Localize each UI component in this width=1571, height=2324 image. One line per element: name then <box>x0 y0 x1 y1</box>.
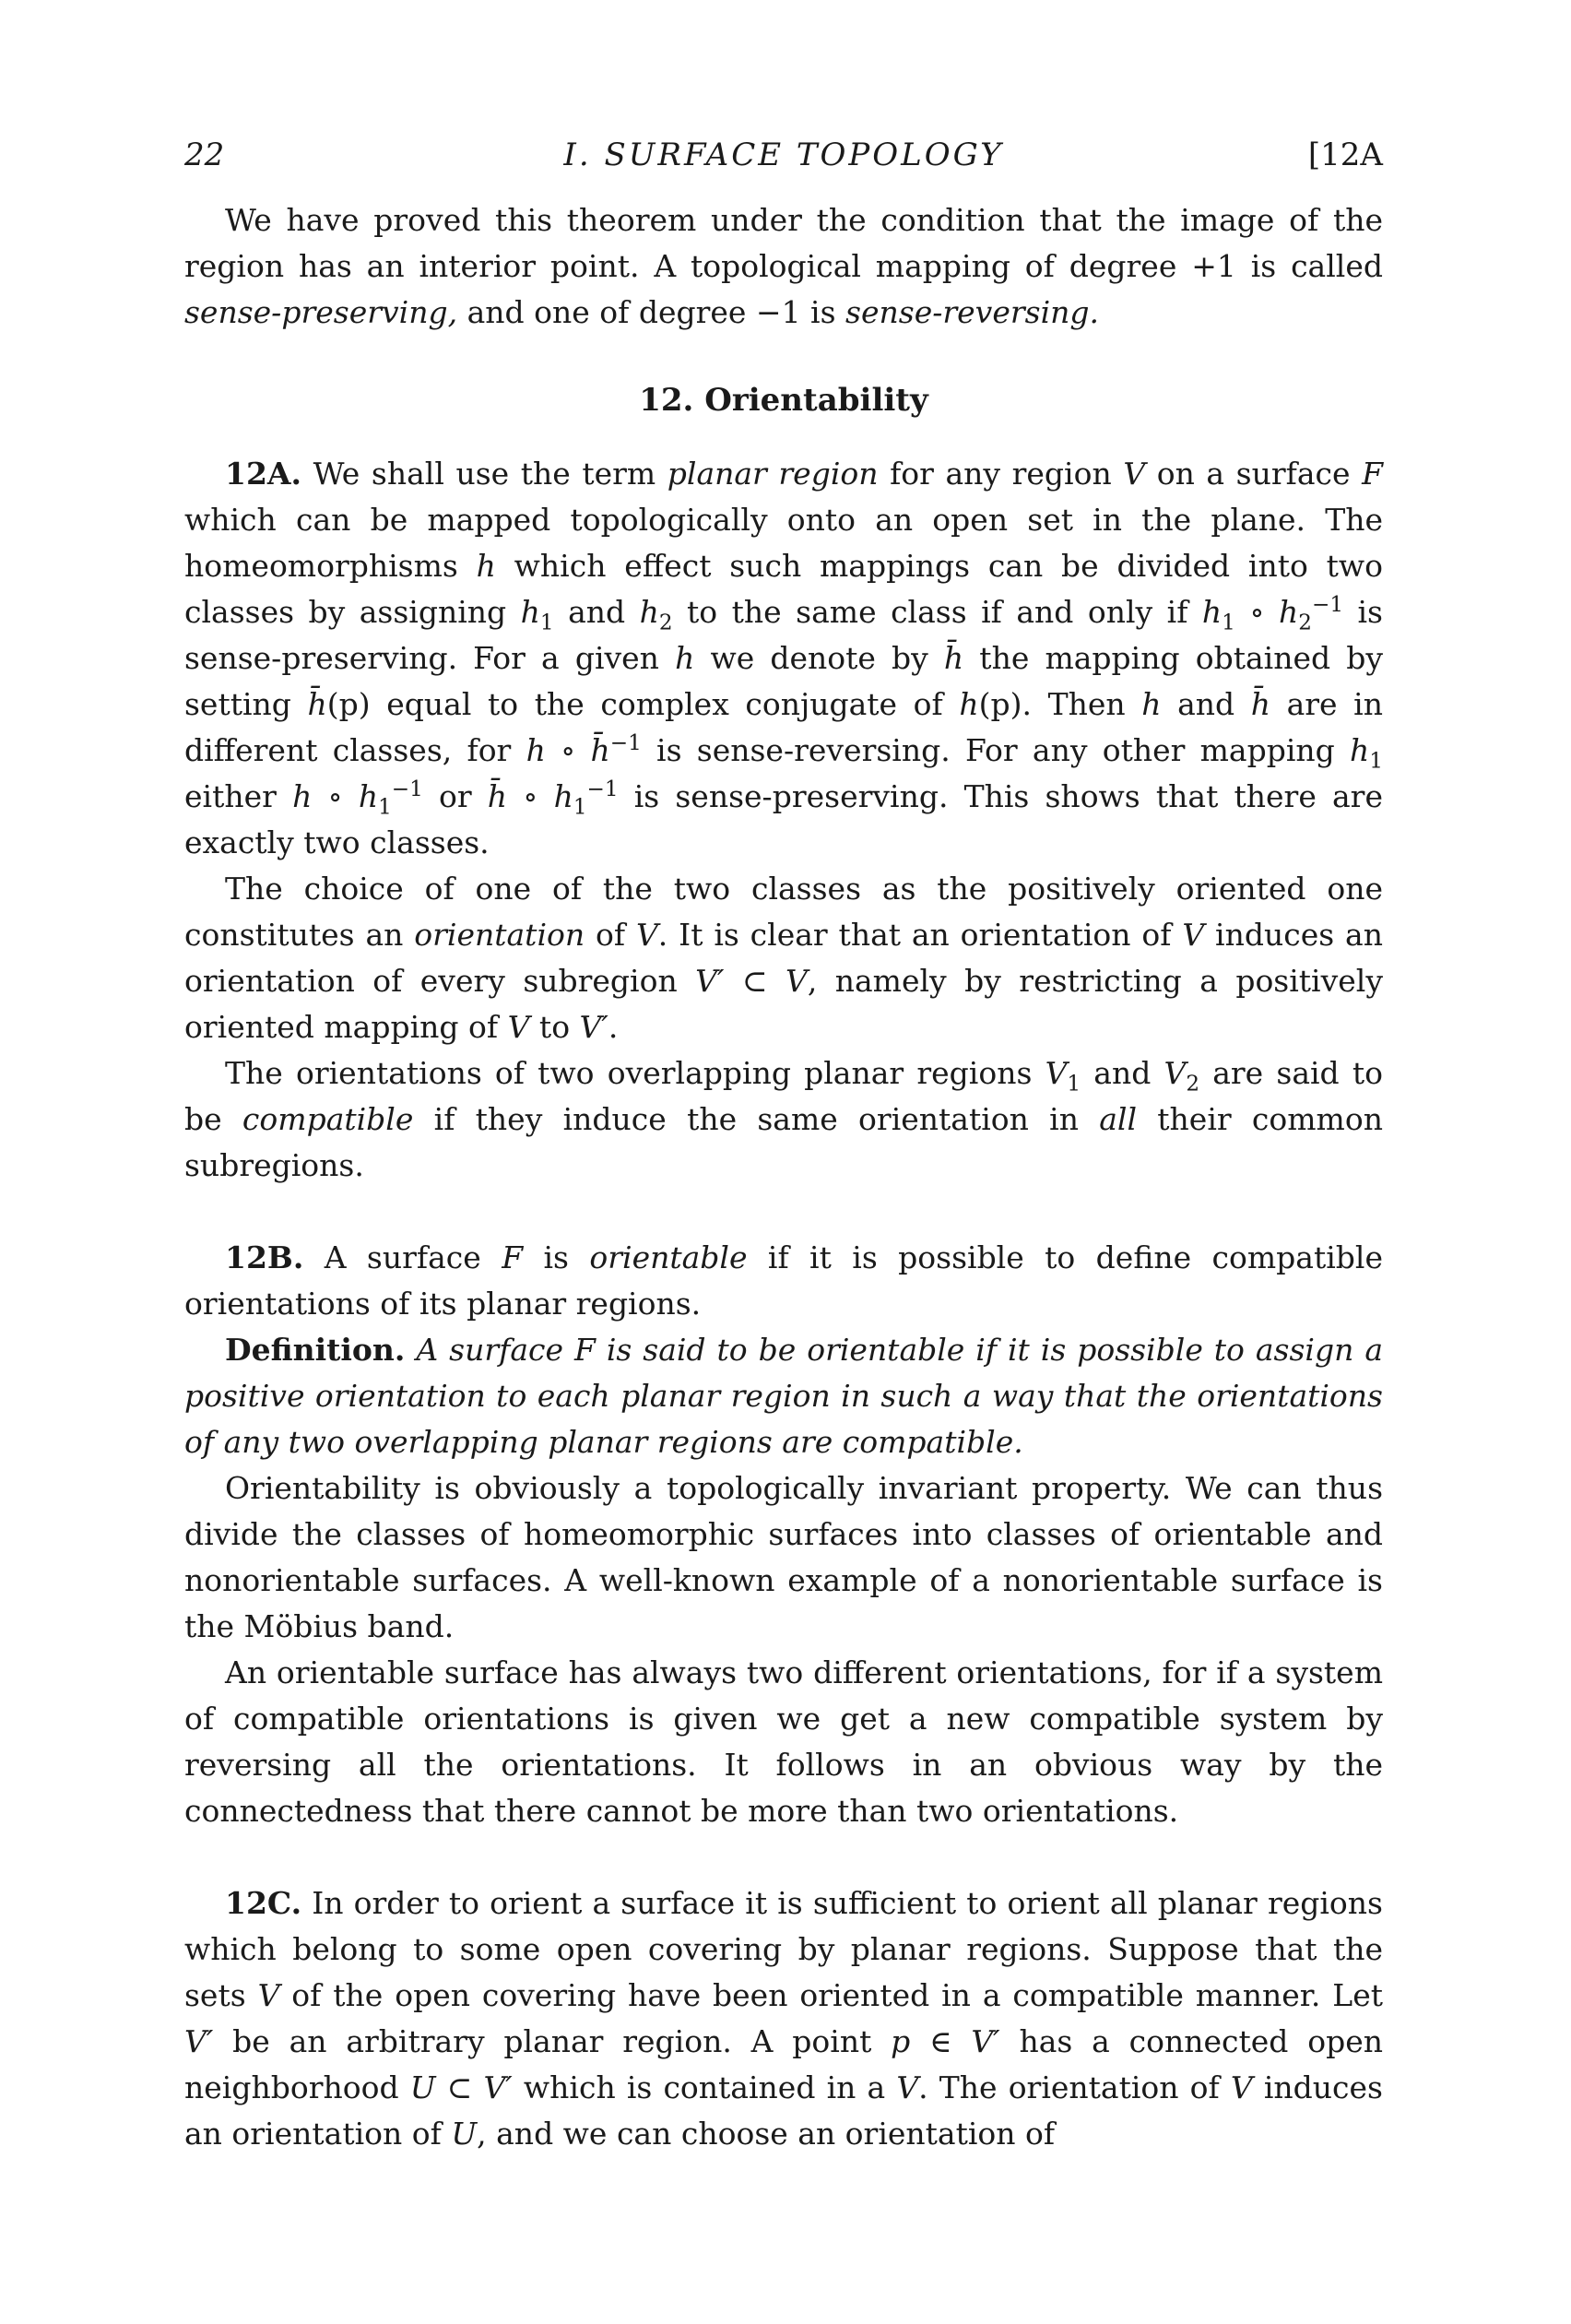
paragraph-12b-1: 12B. A surface F is orientable if it is possible to define compatible orientations of its planar regions. <box>184 1239 1383 1322</box>
paragraph-12a-1: 12A. We shall use the term planar region for any region V on a surface F which can be mapped topologically onto an open set in the plane. The homeomorphisms h which effect such mappings can be divided into two classes by assigning $h_1$ and $h_2$ to the same class if and only if $h_1$ ∘ $h_2^{-1}$ is sense-preserving. For a given h we denote by h̄ the mapping obtained by setting h̄(p) equal to the complex conjugate of h(p). Then h and h̄ are in different classes, for h ∘ h̄$^{-1}$ is sense-reversing. For any other mapping $h_1$ either h ∘ $h_1^{-1}$ or h̄ ∘ $h_1^{-1}$ is sense-preserving. This shows that there are exactly two classes. <box>184 456 1384 860</box>
spacer <box>184 1189 1383 1235</box>
paragraph-12b-3: An orientable surface has always two different orientations, for if a system of compatible orientations is given we get a new compatible system by reversing all the orientations. It follows in an obvious way by the connectedness that there cannot be more than two orientations. <box>184 1654 1383 1829</box>
page-body <box>184 197 1383 2157</box>
running-title: I. SURFACE TOPOLOGY <box>563 136 1004 173</box>
intro-paragraph: We have proved this theorem under the condition that the image of the region has an interior point. A topological mapping of degree +1 is called sense-preserving, and one of degree −1 is sense-reversing. <box>184 202 1383 330</box>
spacer <box>184 1834 1383 1880</box>
paragraph-12c-1: 12C. In order to orient a surface it is sufficient to orient all planar regions which belong to some open covering by planar regions. Suppose that the sets V of the open covering have been oriented in a compatible manner. Let V′ be an arbitrary planar region. A point p ∈ V′ has a connected open neighborhood U ⊂ V′ which is contained in a V. The orientation of V induces an orientation of U, and we can choose an orientation of <box>184 1885 1383 2152</box>
section-title: 12. Orientability <box>639 382 928 419</box>
section-reference: [12A <box>1307 136 1383 173</box>
definition-paragraph: Definition. A surface F is said to be orientable if it is possible to assign a positive orientation to each planar region in such a way that the orientations of any two overlapping planar regions are compatible. <box>184 1332 1383 1460</box>
paragraph-12b-2: Orientability is obviously a topologically invariant property. We can thus divide the classes of homeomorphic surfaces into classes of orientable and nonorientable surfaces. A well-known example of a nonorientable surface is the Möbius band. <box>184 1470 1383 1644</box>
paragraph-12a-2: The choice of one of the two classes as the positively oriented one constitutes an orientation of V. It is clear that an orientation of V induces an orientation of every subregion V′ ⊂ V, namely by restricting a positively oriented mapping of V to V′. <box>184 871 1383 1045</box>
page-number: 22 <box>184 136 225 173</box>
running-header <box>184 136 1383 183</box>
paragraph-12a-3: The orientations of two overlapping planar regions $V_1$ and $V_2$ are said to be compatible if they induce the same orientation in all their common subregions. <box>184 1055 1383 1183</box>
